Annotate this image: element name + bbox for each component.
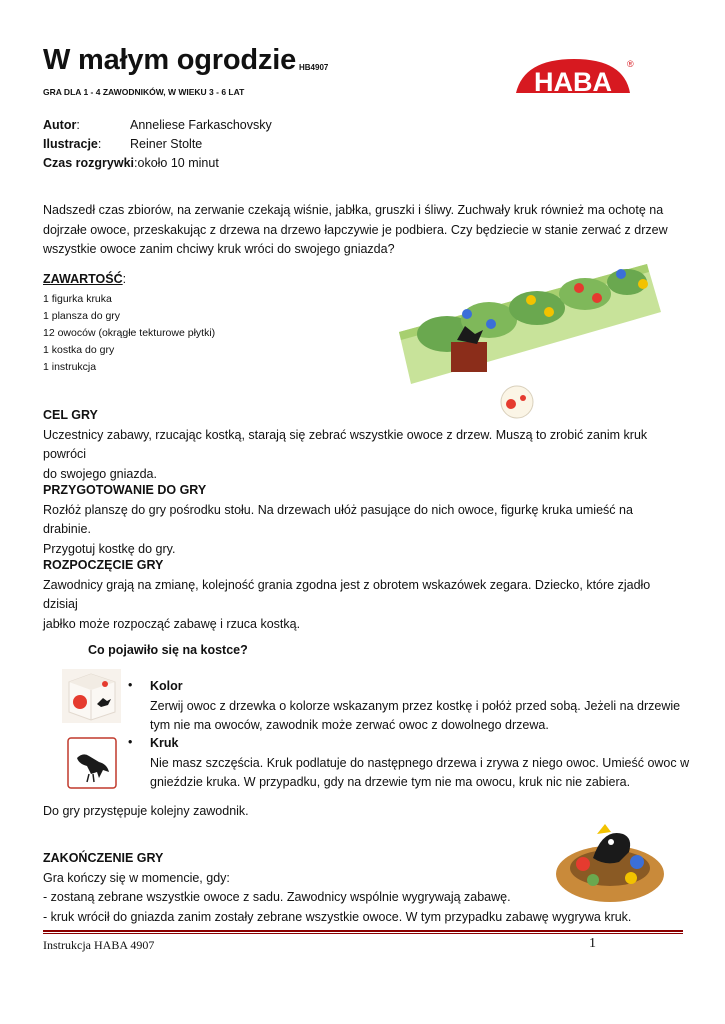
meta-illustrations-label: Ilustracje xyxy=(43,137,98,151)
option-raven: Kruk Nie masz szczęścia. Kruk podlatuje do następnego drzewa i zrywa z niego owoc. Umieść owoc w gnieździe kruka. W przypadku, gdy na drzewie tym nie ma owocu, kruk nic nie zabiera. xyxy=(150,736,690,789)
logo-text: HABA xyxy=(534,67,612,97)
meta-duration: Czas rozgrywki: około 10 minut xyxy=(43,154,272,173)
meta-author-label: Autor xyxy=(43,118,77,132)
meta-duration-value: około 10 minut xyxy=(137,156,219,170)
end-heading: ZAKOŃCZENIE GRY xyxy=(43,851,164,865)
goal-section: CEL GRY Uczestnicy zabawy, rzucając kostką, starają się zebrać wszystkie owoce z drzew. Muszą to zrobić zanim kruk powróci do swojego gniazda. xyxy=(43,406,683,484)
logo-registered-mark: ® xyxy=(627,59,634,69)
list-item: 1 kostka do gry xyxy=(43,343,115,356)
intro-paragraph: Nadszedł czas zbiorów, na zerwanie czekają wiśnie, jabłka, gruszki i śliwy. Zuchwały kruk również ma ochotę na dojrzałe owoce, przeskakując z drzewa na drzewo łapczywie je podbiera. Czy będziecie w stanie zerwać z drzew wszystkie owoce zanim chciwy kruk wróci do swojego gniazda? xyxy=(43,203,668,256)
setup-section: PRZYGOTOWANIE DO GRY Rozłóż planszę do gry pośrodku stołu. Na drzewach ułóż pasujące do nich owoce, figurkę kruka umieść na drabinie. Przygotuj kostkę do gry. xyxy=(43,481,683,559)
game-board-illustration xyxy=(399,262,663,426)
start-heading: ROZPOCZĘCIE GRY xyxy=(43,558,164,572)
raven-die-icon xyxy=(61,736,122,792)
footer-text: Instrukcja HABA 4907 xyxy=(43,938,155,952)
footer-rule xyxy=(43,930,683,932)
page-number: 1 xyxy=(589,936,596,951)
footer-rule-thin xyxy=(43,933,683,934)
meta-illustrations-value: Reiner Stolte xyxy=(130,137,203,151)
game-metadata xyxy=(43,116,272,173)
haba-logo xyxy=(514,53,636,101)
dice-question: Co pojawiło się na kostce? xyxy=(88,643,248,657)
start-section: ROZPOCZĘCIE GRY Zawodnicy grają na zmianę, kolejność grania zgodna jest z obrotem wskazówek zegara. Dziecko, które zjadło dzisiaj jabłko może rozpocząć zabawę i rzuca kostką. xyxy=(43,556,683,634)
bullet-icon: • xyxy=(128,735,133,749)
meta-author: Autor: Anneliese Farkaschovsky xyxy=(43,116,272,135)
meta-author-value: Anneliese Farkaschovsky xyxy=(130,118,272,132)
bullet-icon: • xyxy=(128,678,133,692)
option-color: Kolor Zerwij owoc z drzewka o kolorze wskazanym przez kostkę i połóż przed sobą. Jeżeli na drzewie tym nie ma owoców, zawodnik może zerwać owoc z dowolnego drzewa. xyxy=(150,677,690,736)
product-code: HB4907 xyxy=(299,63,329,72)
option-color-title: Kolor xyxy=(150,679,183,693)
list-item: 1 plansza do gry xyxy=(43,309,121,322)
page-subtitle: GRA DLA 1 - 4 ZAWODNIKÓW, W WIEKU 3 - 6 LAT xyxy=(43,87,245,97)
color-die-icon xyxy=(61,668,122,724)
next-player-text: Do gry przystępuje kolejny zawodnik. xyxy=(43,804,249,818)
contents-heading: ZAWARTOŚĆ: xyxy=(43,272,127,286)
page-title: W małym ogrodzie xyxy=(43,44,296,76)
meta-duration-label: Czas rozgrywki xyxy=(43,156,135,170)
list-item: 1 figurka kruka xyxy=(43,292,112,305)
list-item: 1 instrukcja xyxy=(43,360,97,373)
list-item: 12 owoców (okrągłe tekturowe płytki) xyxy=(43,326,216,339)
setup-heading: PRZYGOTOWANIE DO GRY xyxy=(43,483,207,497)
goal-heading: CEL GRY xyxy=(43,408,98,422)
end-section: ZAKOŃCZENIE GRY Gra kończy się w momencie, gdy: - zostaną zebrane wszystkie owoce z sadu. Zawodnicy wspólnie wygrywają zabawę. - kruk wrócił do gniazda zanim zostały zebrane wszystkie owoce. W tym przypadku zabawę wygrywa kruk. xyxy=(43,849,683,927)
option-raven-title: Kruk xyxy=(150,736,179,750)
meta-illustrations: Ilustracje: Reiner Stolte xyxy=(43,135,272,154)
